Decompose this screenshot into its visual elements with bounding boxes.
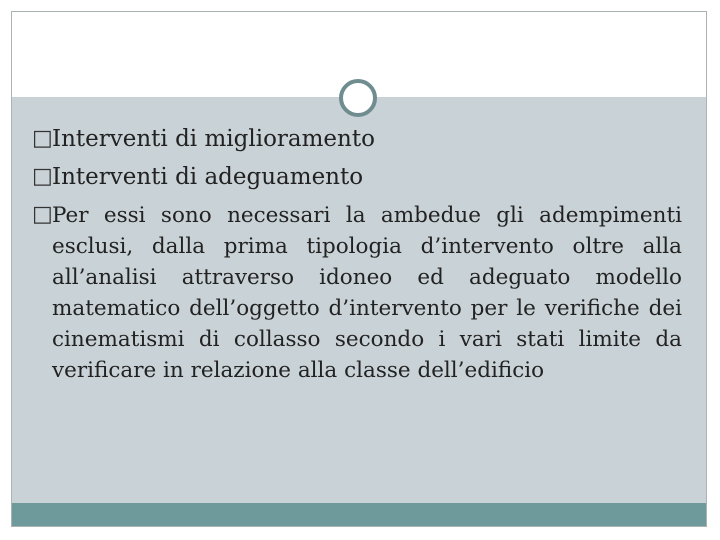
bullet-text: Interventi di miglioramento	[52, 126, 375, 152]
bullet-list	[32, 122, 682, 386]
bullet-item	[32, 198, 682, 386]
bullet-box-icon: □	[32, 202, 53, 227]
bullet-box-icon: □	[32, 126, 53, 151]
bullet-item	[32, 122, 682, 156]
bullet-item	[32, 160, 682, 194]
bullet-text: Per essi sono necessari la ambedue gli adempimenti esclusi, dalla prima tipologia d’intervento oltre alla all’analisi attraverso idoneo ed adeguato modello matematico dell’oggetto d’intervento per le verifiche dei cinematismi di collasso secondo i vari stati limite da verificare in relazione alla classe dell’edificio	[52, 203, 682, 383]
circle-ornament-icon	[339, 79, 377, 117]
bottom-bar	[12, 503, 706, 526]
bullet-box-icon: □	[32, 164, 53, 189]
bullet-text: Interventi di adeguamento	[52, 164, 364, 190]
